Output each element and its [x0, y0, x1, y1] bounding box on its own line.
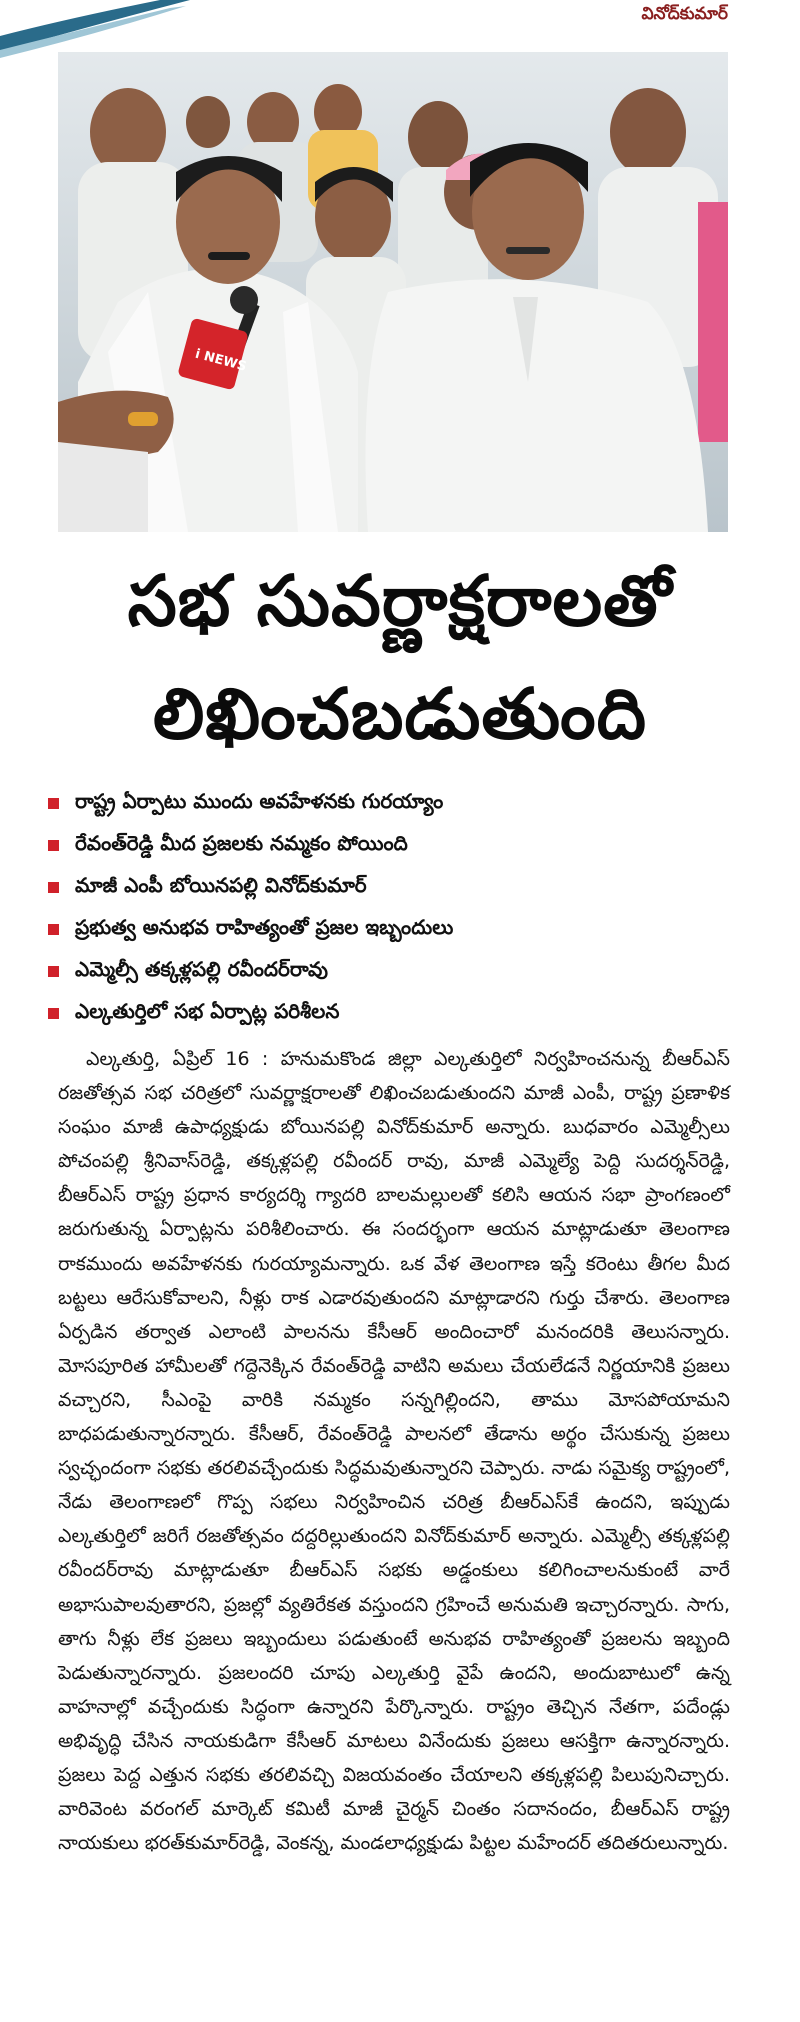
highlight-item — [48, 908, 748, 950]
highlight-item — [48, 824, 748, 866]
mic-brand-label: i NEWS — [193, 346, 249, 375]
bullet-square-icon — [48, 882, 59, 893]
highlight-item — [48, 950, 748, 992]
highlight-item — [48, 782, 748, 824]
highlights-list — [48, 782, 748, 1034]
news-photo — [58, 52, 728, 532]
highlight-text: ఎమ్మెల్సీ తక్కళ్లపల్లి రవీందర్‌రావు — [75, 956, 328, 981]
bullet-square-icon — [48, 966, 59, 977]
byline: వినోద్‌కుమార్ — [641, 4, 728, 24]
headline-line-2: లిఖించబడుతుంది — [153, 673, 647, 755]
headline-line-1: సభ సువర్ణాక్షరాలతో — [127, 560, 673, 642]
article-body: ఎల్కతుర్తి, ఏప్రిల్ 16 : హనుమకొండ జిల్లా ఎల్కతుర్తిలో నిర్వహించనున్న బీఆర్ఎస్ రజతోత్సవ సభ చరిత్రలో సువర్ణాక్షరాలతో లిఖించబడుతుందని మాజీ ఎంపీ, రాష్ట్ర ప్రణాళిక సంఘం మాజీ ఉపాధ్యక్షుడు బోయినపల్లి వినోద్‌కుమార్ అన్నారు. బుధవారం ఎమ్మెల్సీలు పోచంపల్లి శ్రీనివాస్‌రెడ్డి, తక్కళ్లపల్లి రవీందర్ రావు, మాజీ ఎమ్మెల్యే పెద్ది సుదర్శన్‌రెడ్డి, బీఆర్ఎస్ రాష్ట్ర ప్రధాన కార్యదర్శి గ్యాదరి బాలమల్లులతో కలిసి ఆయన సభా ప్రాంగణంలో జరుగుతున్న ఏర్పాట్లను పరిశీలించారు. ఈ సందర్భంగా ఆయన మాట్లాడుతూ తెలంగాణ రాకముందు అవహేళనకు గురయ్యామన్నారు. ఒక వేళ తెలంగాణ ఇస్తే కరెంటు తీగల మీద బట్టలు ఆరేసుకోవాలని, నీళ్లు రాక ఎడారవుతుందని మాట్లాడారని గుర్తు చేశారు. తెలంగాణ ఏర్పడిన తర్వాత ఎలాంటి పాలనను కేసీఆర్ అందించారో మనందరికి తెలుసన్నారు. మోసపూరిత హామీలతో గద్దెనెక్కిన రేవంత్‌రెడ్డి వాటిని అమలు చేయలేడనే నిర్ణయానికి ప్రజలు వచ్చారని, సీఎంపై వారికి నమ్మకం సన్నగిల్లిందని, తాము మోసపోయామని బాధపడుతున్నారన్నారు. కేసీఆర్, రేవంత్‌రెడ్డి పాలనలో తేడాను అర్థం చేసుకున్న ప్రజలు స్వచ్ఛందంగా సభకు తరలివచ్చేందుకు సిద్ధమవుతున్నారని చెప్పారు. నాడు సమైక్య రాష్ట్రంలో, నేడు తెలంగాణలో గొప్ప సభలు నిర్వహించిన చరిత్ర బీఆర్ఎస్‌కే ఉందని, ఇప్పుడు ఎల్కతుర్తిలో జరిగే రజతోత్సవం దద్దరిల్లుతుందని వినోద్‌కుమార్ అన్నారు. ఎమ్మెల్సీ తక్కళ్లపల్లి రవీందర్‌రావు మాట్లాడుతూ బీఆర్ఎస్ సభకు అడ్డంకులు కలిగించాలనుకుంటే వారే అభాసుపాలవుతారని, ప్రజల్లో వ్యతిరేకత వస్తుందని గ్రహించే అనుమతి ఇచ్చారన్నారు. సాగు, తాగు నీళ్లు లేక ప్రజలు ఇబ్బందులు పడుతుంటే అనుభవ రాహిత్యంతో ప్రజలను ఇబ్బంది పెడుతున్నారన్నారు. ప్రజలందరి చూపు ఎల్కతుర్తి వైపే ఉందని, అందుబాటులో ఉన్న వాహనాల్లో వచ్చేందుకు సిద్ధంగా ఉన్నారని పేర్కొన్నారు. రాష్ట్రం తెచ్చిన నేతగా, పదేండ్లు అభివృద్ధి చేసిన నాయకుడిగా కేసీఆర్ మాటలు వినేందుకు ప్రజలు ఆసక్తిగా ఉన్నారన్నారు. ప్రజలు పెద్ద ఎత్తున సభకు తరలివచ్చి విజయవంతం చేయాలని తక్కళ్లపల్లి పిలుపునిచ్చారు. వారివెంట వరంగల్ మార్కెట్ కమిటీ మాజీ చైర్మన్ చింతం సదానందం, బీఆర్ఎస్ రాష్ట్ర నాయకులు భరత్‌కుమార్‌రెడ్డి, వెంకన్న, మండలాధ్యక్షుడు పిట్టల మహేందర్ తదితరులున్నారు. — [58, 1048, 730, 1855]
highlight-text: రేవంత్‌రెడ్డి మీద ప్రజలకు నమ్మకం పోయింది — [75, 830, 408, 855]
bullet-square-icon — [48, 924, 59, 935]
bullet-square-icon — [48, 1008, 59, 1019]
highlight-text: మాజీ ఎంపీ బోయినపల్లి వినోద్‌కుమార్ — [75, 872, 367, 897]
corner-decoration — [0, 0, 190, 60]
highlight-item — [48, 866, 748, 908]
highlight-text: ప్రభుత్వ అనుభవ రాహిత్యంతో ప్రజల ఇబ్బందులు — [75, 914, 454, 939]
highlight-item — [48, 992, 748, 1034]
highlight-text: రాష్ట్ర ఏర్పాటు ముందు అవహేళనకు గురయ్యాం — [75, 788, 444, 813]
bullet-square-icon — [48, 798, 59, 809]
bullet-square-icon — [48, 840, 59, 851]
highlight-text: ఎల్కతుర్తిలో సభ ఏర్పాట్ల పరిశీలన — [75, 998, 340, 1023]
